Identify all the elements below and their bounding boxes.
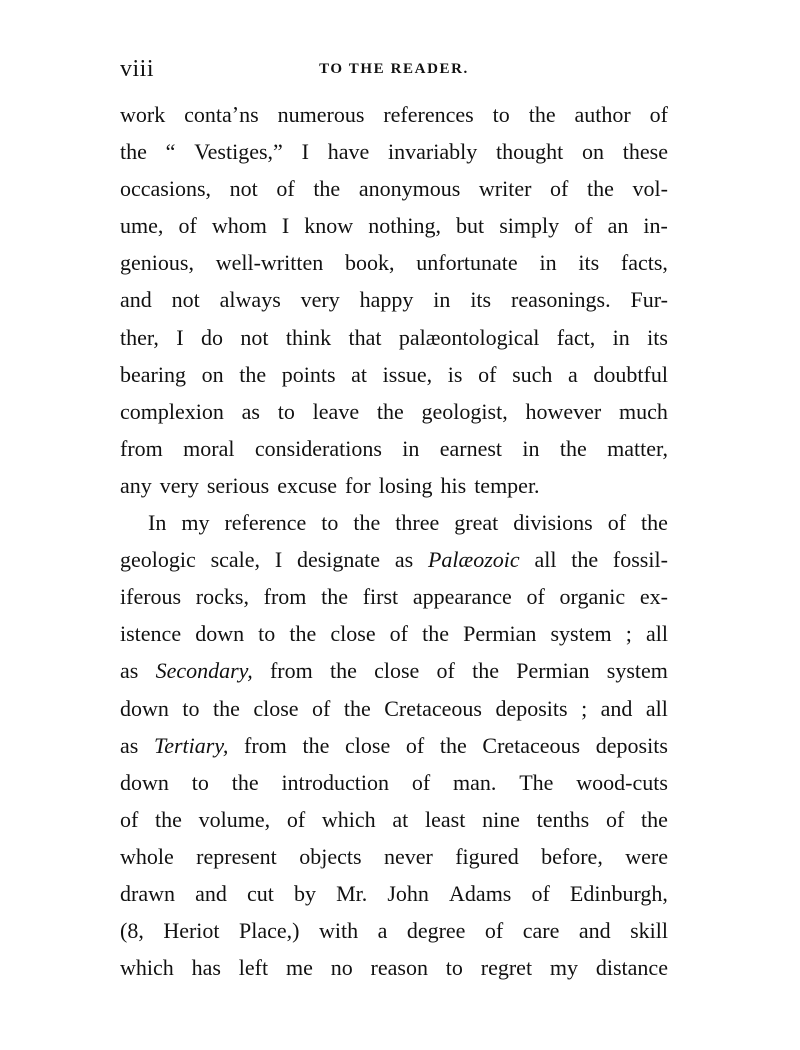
- word: unfortunate: [416, 250, 518, 276]
- word: wood-cuts: [576, 769, 668, 795]
- word: I: [281, 213, 290, 239]
- word: my: [549, 955, 579, 981]
- word: fossil-: [612, 547, 668, 573]
- word: Mr.: [336, 880, 368, 906]
- word: my: [181, 510, 210, 536]
- word: the: [571, 547, 599, 573]
- word: not: [240, 324, 269, 350]
- word: Permian: [516, 658, 590, 684]
- word: of: [436, 658, 455, 684]
- word: on: [582, 139, 605, 165]
- text-line: [120, 541, 668, 578]
- word: considerations: [254, 435, 382, 461]
- word: of: [405, 732, 425, 758]
- word: palæontological: [398, 324, 540, 350]
- text-line: [120, 615, 668, 652]
- body-text: [120, 96, 668, 986]
- word: the: [212, 695, 240, 721]
- text-line: [120, 207, 668, 244]
- word: the: [155, 806, 182, 832]
- word: its: [470, 287, 492, 313]
- word: which: [321, 806, 376, 832]
- word: issue,: [382, 361, 433, 387]
- word: ume,: [120, 213, 164, 239]
- text-line: [120, 578, 668, 615]
- word: of: [484, 918, 504, 944]
- word: Edinburgh,: [569, 880, 668, 906]
- word: volume,: [198, 806, 271, 832]
- word: drawn: [120, 880, 175, 906]
- word: whom: [211, 213, 267, 239]
- word: occasions,: [120, 176, 212, 202]
- word: scale,: [210, 547, 261, 573]
- word: deposits: [495, 695, 568, 721]
- word: thought: [496, 139, 564, 165]
- word: geologist,: [421, 398, 508, 424]
- word: the: [289, 621, 317, 647]
- word: to: [277, 398, 295, 424]
- word: represent: [196, 843, 277, 869]
- italic-word: Secondary,: [155, 658, 253, 684]
- word: nothing,: [368, 213, 441, 239]
- word: temper.: [474, 472, 540, 498]
- word: book,: [345, 250, 395, 276]
- text-line: [120, 727, 668, 764]
- text-line: [120, 133, 668, 170]
- word: and: [600, 695, 633, 721]
- word: the: [641, 510, 668, 536]
- word: know: [304, 213, 354, 239]
- word: in: [433, 287, 451, 313]
- word: the: [353, 510, 381, 536]
- text-line: [120, 319, 668, 356]
- word: ;: [625, 621, 632, 647]
- page-number: viii: [120, 56, 155, 82]
- text-line: [120, 912, 668, 949]
- word: of: [276, 176, 295, 202]
- word: in: [612, 324, 630, 350]
- word: moral: [183, 435, 235, 461]
- word: down: [120, 769, 169, 795]
- word: well-written: [215, 250, 324, 276]
- word: to: [182, 695, 200, 721]
- word: ther,: [120, 324, 159, 350]
- word: his: [440, 472, 467, 498]
- word: the: [422, 621, 449, 647]
- word: and: [120, 287, 152, 313]
- word: is: [447, 361, 463, 387]
- word: introduction: [281, 769, 389, 795]
- word: of: [286, 806, 306, 832]
- word: me: [285, 955, 313, 981]
- word: degree: [406, 918, 466, 944]
- word: of: [526, 584, 545, 610]
- word: bearing: [120, 361, 186, 387]
- word: all: [645, 695, 668, 721]
- word: leave: [312, 398, 360, 424]
- word: the: [313, 176, 341, 202]
- word: the: [528, 102, 556, 127]
- word: matter,: [607, 435, 668, 461]
- word: to: [321, 510, 339, 536]
- word: always: [219, 287, 281, 313]
- word: close: [345, 732, 391, 758]
- word: doubtful: [593, 361, 668, 387]
- word: close: [330, 621, 376, 647]
- word: a: [377, 918, 388, 944]
- word: Place,): [239, 918, 300, 944]
- word: from: [244, 732, 287, 758]
- word: work: [120, 102, 166, 127]
- word: the: [231, 769, 259, 795]
- word: of: [574, 213, 593, 239]
- word: and: [195, 880, 227, 906]
- text-line: [120, 764, 668, 801]
- word: the: [559, 435, 587, 461]
- word: from: [269, 658, 313, 684]
- word: the: [120, 139, 147, 165]
- word: the: [302, 732, 330, 758]
- word: numerous: [277, 102, 365, 127]
- word: of: [531, 880, 550, 906]
- word: The: [519, 769, 554, 795]
- word: all: [645, 621, 668, 647]
- word: the: [239, 361, 267, 387]
- word: such: [512, 361, 553, 387]
- word: (8,: [120, 918, 144, 944]
- word: facts,: [620, 250, 668, 276]
- text-line: [120, 949, 668, 986]
- word: in: [539, 250, 557, 276]
- word: anonymous: [358, 176, 461, 202]
- text-line: [120, 244, 668, 281]
- word: in-: [643, 213, 668, 239]
- word: I: [301, 139, 309, 165]
- text-line: [120, 356, 668, 393]
- word: the: [586, 176, 614, 202]
- word: happy: [359, 287, 414, 313]
- word: Adams: [449, 880, 512, 906]
- word: but: [456, 213, 485, 239]
- word: any: [120, 472, 152, 498]
- page-header: [120, 56, 668, 86]
- word: appearance: [412, 584, 512, 610]
- word: nine: [482, 806, 520, 832]
- word: an: [607, 213, 629, 239]
- word: organic: [559, 584, 626, 610]
- word: system: [550, 621, 612, 647]
- word: geologic: [120, 547, 196, 573]
- text-line: [120, 170, 668, 207]
- word: Vestiges,”: [194, 139, 283, 165]
- word: that: [348, 324, 382, 350]
- word: points: [281, 361, 336, 387]
- word: three: [395, 510, 440, 536]
- word: of: [550, 176, 569, 202]
- word: regret: [480, 955, 533, 981]
- word: left: [238, 955, 269, 981]
- word: of: [649, 102, 668, 127]
- word: man.: [453, 769, 497, 795]
- word: Permian: [463, 621, 537, 647]
- word: care: [522, 918, 560, 944]
- word: the: [343, 695, 371, 721]
- word: contaʼns: [184, 102, 259, 127]
- word: as: [120, 732, 139, 758]
- word: Cretaceous: [384, 695, 482, 721]
- word: however: [525, 398, 602, 424]
- word: first: [362, 584, 399, 610]
- word: of: [411, 769, 431, 795]
- text-line: [120, 801, 668, 838]
- word: reference: [224, 510, 307, 536]
- word: I: [176, 324, 184, 350]
- word: the: [641, 806, 668, 832]
- word: at: [392, 806, 409, 832]
- word: as: [241, 398, 260, 424]
- word: has: [191, 955, 221, 981]
- text-line: [120, 690, 668, 727]
- word: from: [263, 584, 307, 610]
- word: divisions: [513, 510, 593, 536]
- word: from: [120, 435, 163, 461]
- word: do: [200, 324, 223, 350]
- text-line: [120, 96, 668, 133]
- word: were: [625, 843, 668, 869]
- word: whole: [120, 843, 174, 869]
- word: “: [165, 139, 176, 165]
- text-line: [120, 430, 668, 467]
- word: ;: [581, 695, 588, 721]
- word: before,: [541, 843, 603, 869]
- word: in: [522, 435, 540, 461]
- word: of: [605, 806, 625, 832]
- word: reason: [370, 955, 428, 981]
- word: Cretaceous: [482, 732, 581, 758]
- word: the: [439, 732, 467, 758]
- word: losing: [378, 472, 433, 498]
- word: close: [253, 695, 299, 721]
- word: of: [178, 213, 197, 239]
- word: ex-: [639, 584, 668, 610]
- text-line: [120, 838, 668, 875]
- word: author: [574, 102, 631, 127]
- word: the: [329, 658, 357, 684]
- word: Fur-: [630, 287, 668, 313]
- text-line: [120, 467, 668, 504]
- word: objects: [299, 843, 362, 869]
- word: complexion: [120, 398, 224, 424]
- word: much: [619, 398, 668, 424]
- word: of: [312, 695, 331, 721]
- word: fact,: [556, 324, 596, 350]
- word: never: [383, 843, 433, 869]
- word: the: [376, 398, 404, 424]
- text-line: [120, 504, 668, 541]
- word: to: [445, 955, 463, 981]
- word: for: [345, 472, 371, 498]
- word: not: [171, 287, 200, 313]
- word: as: [394, 547, 414, 573]
- word: these: [622, 139, 668, 165]
- word: of: [478, 361, 497, 387]
- word: and: [578, 918, 611, 944]
- word: least: [425, 806, 466, 832]
- word: on: [201, 361, 224, 387]
- word: very: [300, 287, 340, 313]
- text-line: [120, 393, 668, 430]
- word: its: [578, 250, 600, 276]
- word: close: [374, 658, 420, 684]
- word: a: [568, 361, 578, 387]
- text-line: [120, 875, 668, 912]
- word: John: [387, 880, 429, 906]
- word: down: [120, 695, 169, 721]
- word: to: [492, 102, 510, 127]
- word: to: [191, 769, 209, 795]
- text-line: [120, 652, 668, 689]
- word: cut: [246, 880, 274, 906]
- word: designate: [296, 547, 381, 573]
- word: earnest: [439, 435, 503, 461]
- running-head: TO THE READER.: [319, 61, 469, 77]
- word: which: [120, 955, 174, 981]
- word: the: [321, 584, 349, 610]
- word: references: [383, 102, 474, 127]
- word: distance: [595, 955, 668, 981]
- word: tenths: [536, 806, 590, 832]
- word: its: [647, 324, 668, 350]
- word: excuse: [277, 472, 338, 498]
- word: as: [120, 658, 139, 684]
- word: invariably: [388, 139, 478, 165]
- word: the: [472, 658, 499, 684]
- word: istence: [120, 621, 182, 647]
- word: of: [607, 510, 627, 536]
- word: writer: [478, 176, 532, 202]
- word: vol-: [632, 176, 668, 202]
- italic-word: Tertiary,: [153, 732, 229, 758]
- word: system: [606, 658, 668, 684]
- word: all: [534, 547, 557, 573]
- word: very: [159, 472, 199, 498]
- word: In: [148, 510, 167, 536]
- word: rocks,: [195, 584, 249, 610]
- word: at: [351, 361, 368, 387]
- word: of: [389, 621, 408, 647]
- word: of: [120, 806, 139, 832]
- word: think: [285, 324, 332, 350]
- word: not: [229, 176, 258, 202]
- word: great: [454, 510, 499, 536]
- word: no: [330, 955, 353, 981]
- word: to: [258, 621, 276, 647]
- word: by: [293, 880, 316, 906]
- word: skill: [630, 918, 668, 944]
- italic-word: Palæozoic: [427, 547, 520, 573]
- word: figured: [455, 843, 519, 869]
- word: down: [195, 621, 245, 647]
- word: have: [327, 139, 370, 165]
- word: deposits: [595, 732, 668, 758]
- word: iferous: [120, 584, 182, 610]
- word: Heriot: [163, 918, 220, 944]
- word: simply: [499, 213, 560, 239]
- word: reasonings.: [511, 287, 611, 313]
- word: with: [318, 918, 359, 944]
- word: I: [274, 547, 283, 573]
- word: in: [402, 435, 420, 461]
- word: genious,: [120, 250, 194, 276]
- text-line: [120, 281, 668, 318]
- word: serious: [206, 472, 270, 498]
